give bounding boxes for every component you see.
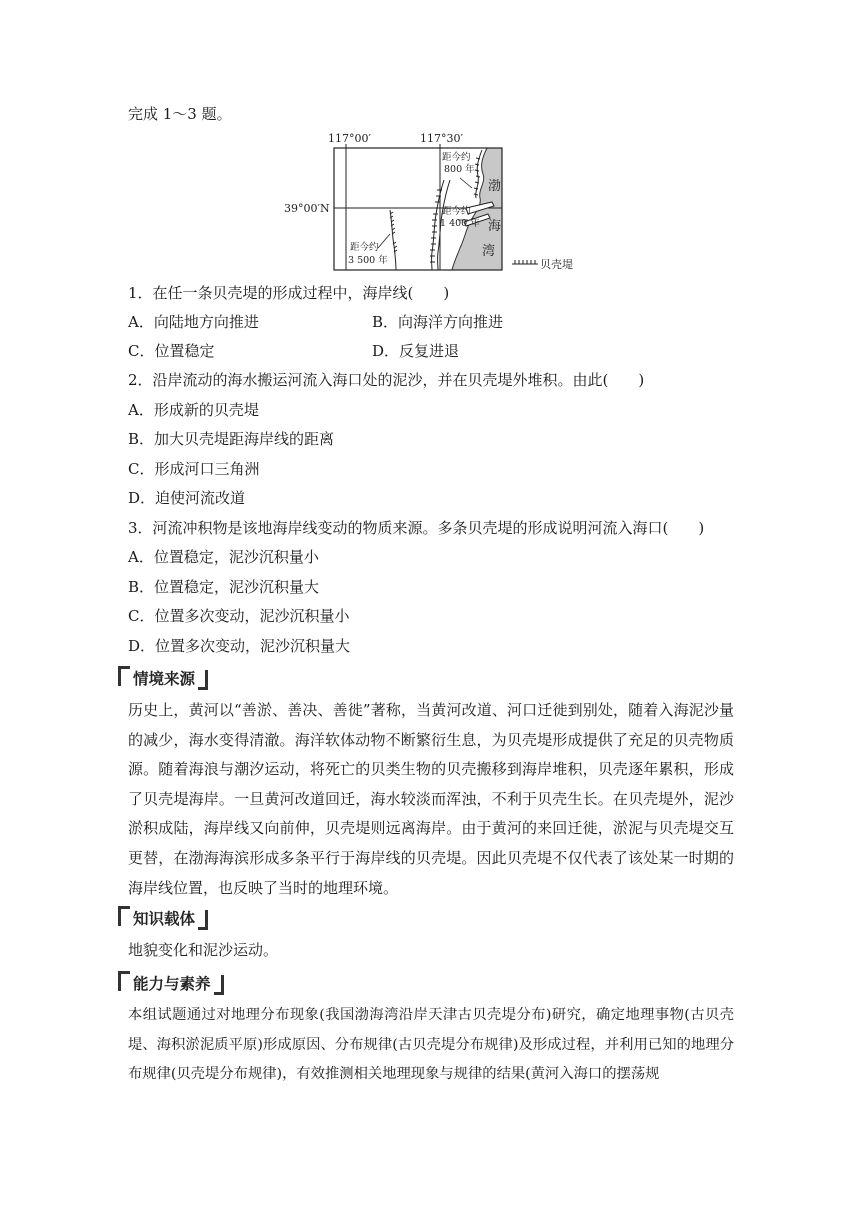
q2-stem: 2．沿岸流动的海水搬运河流入海口处的泥沙，并在贝壳堤外堆积。由此( ) <box>128 371 645 389</box>
label-1400-line1: 距今约 <box>442 206 471 217</box>
q1-option-b: B．向海洋方向推进 <box>372 313 504 331</box>
section-heading-context-source: 情境来源 <box>118 666 208 690</box>
section-heading-ability-literacy: 能力与素养 <box>118 971 224 995</box>
bracket-open-icon <box>118 906 130 926</box>
label-3500-line2: 3 500 年 <box>348 255 388 266</box>
shell-ridge-3500 <box>390 210 397 270</box>
intro-text: 完成 1～3 题。 <box>128 105 232 123</box>
bracket-close-icon <box>198 670 208 690</box>
q1-option-a: A．向陆地方向推进 <box>128 313 259 331</box>
q1-stem: 1．在任一条贝壳堤的形成过程中，海岸线( ) <box>128 284 450 302</box>
section-body-knowledge-carrier: 地貌变化和泥沙运动。 <box>128 941 279 959</box>
q1-option-c: C．位置稳定 <box>128 342 215 360</box>
q1-option-d: D．反复进退 <box>372 342 460 360</box>
section-body-context-source: 历史上，黄河以“善淤、善决、善徙”著称，当黄河改道、河口迁徙到别处，随着入海泥沙量的减少，海水变得清澈。海洋软体动物不断繁衍生息，为贝壳堤形成提供了充足的贝壳物质源。随着海浪与潮汐运动，将死亡的贝类生物的贝壳搬移到海岸堆积，贝壳逐年累积，形成了贝壳堤海岸。一旦黄河改道回迁，海水较淡而浑浊，不利于贝壳生长。在贝壳堤外，泥沙淤积成陆，海岸线又向前伸，贝壳堤则远离海岸。由于黄河的来回迁徙，淤泥与贝壳堤交互更替，在渤海海滨形成多条平行于海岸线的贝壳堤。因此贝壳堤不仅代表了该处某一时期的海岸线位置，也反映了当时的地理环境。 <box>128 701 734 897</box>
q2-option-b: B．加大贝壳堤距海岸线的距离 <box>128 430 335 448</box>
legend-shell-ridge-symbol <box>512 260 538 264</box>
q3-option-b: B．位置稳定，泥沙沉积量大 <box>128 578 320 596</box>
legend-label: 贝壳堤 <box>540 258 573 271</box>
q3-option-a: A．位置稳定，泥沙沉积量小 <box>128 548 319 566</box>
sea-char-3: 湾 <box>482 244 496 259</box>
section-heading-knowledge-carrier: 知识载体 <box>118 906 208 930</box>
q2-option-d: D．迫使河流改道 <box>128 489 246 507</box>
bracket-close-icon <box>198 910 208 930</box>
lat-label: 39°00′N <box>284 202 330 215</box>
q2-option-c: C．形成河口三角洲 <box>128 460 260 478</box>
label-1400-line2: 1 400 年 <box>440 218 480 229</box>
shell-ridge-map <box>282 130 592 276</box>
q3-option-c: C．位置多次变动，泥沙沉积量小 <box>128 607 350 625</box>
bracket-close-icon <box>214 975 224 995</box>
lon-left-label: 117°00′ <box>328 132 371 145</box>
lon-right-label: 117°30′ <box>420 132 463 145</box>
q3-option-d: D．位置多次变动，泥沙沉积量大 <box>128 637 351 655</box>
label-800-line1: 距今约 <box>442 152 471 163</box>
q2-option-a: A．形成新的贝壳堤 <box>128 401 259 419</box>
section-body-ability-literacy: 本组试题通过对地理分布现象(我国渤海湾沿岸天津古贝壳堤分布)研究，确定地理事物(古贝壳堤、海积淤泥质平原)形成原因、分布规律(古贝壳堤分布规律)及形成过程，并利用已知的地理分布规律(贝壳堤分布规律)，有效推测相关地理现象与规律的结果(黄河入海口的摆荡规 <box>128 1007 734 1083</box>
q3-stem: 3．河流冲积物是该地海岸线变动的物质来源。多条贝壳堤的形成说明河流入海口( ) <box>128 519 705 537</box>
label-3500-line1: 距今约 <box>350 242 379 253</box>
bracket-open-icon <box>118 971 130 991</box>
sea-char-1: 渤 <box>488 179 502 194</box>
label-800-line2: 800 年 <box>444 164 475 175</box>
bracket-open-icon <box>118 666 130 686</box>
sea-char-2: 海 <box>488 219 502 234</box>
